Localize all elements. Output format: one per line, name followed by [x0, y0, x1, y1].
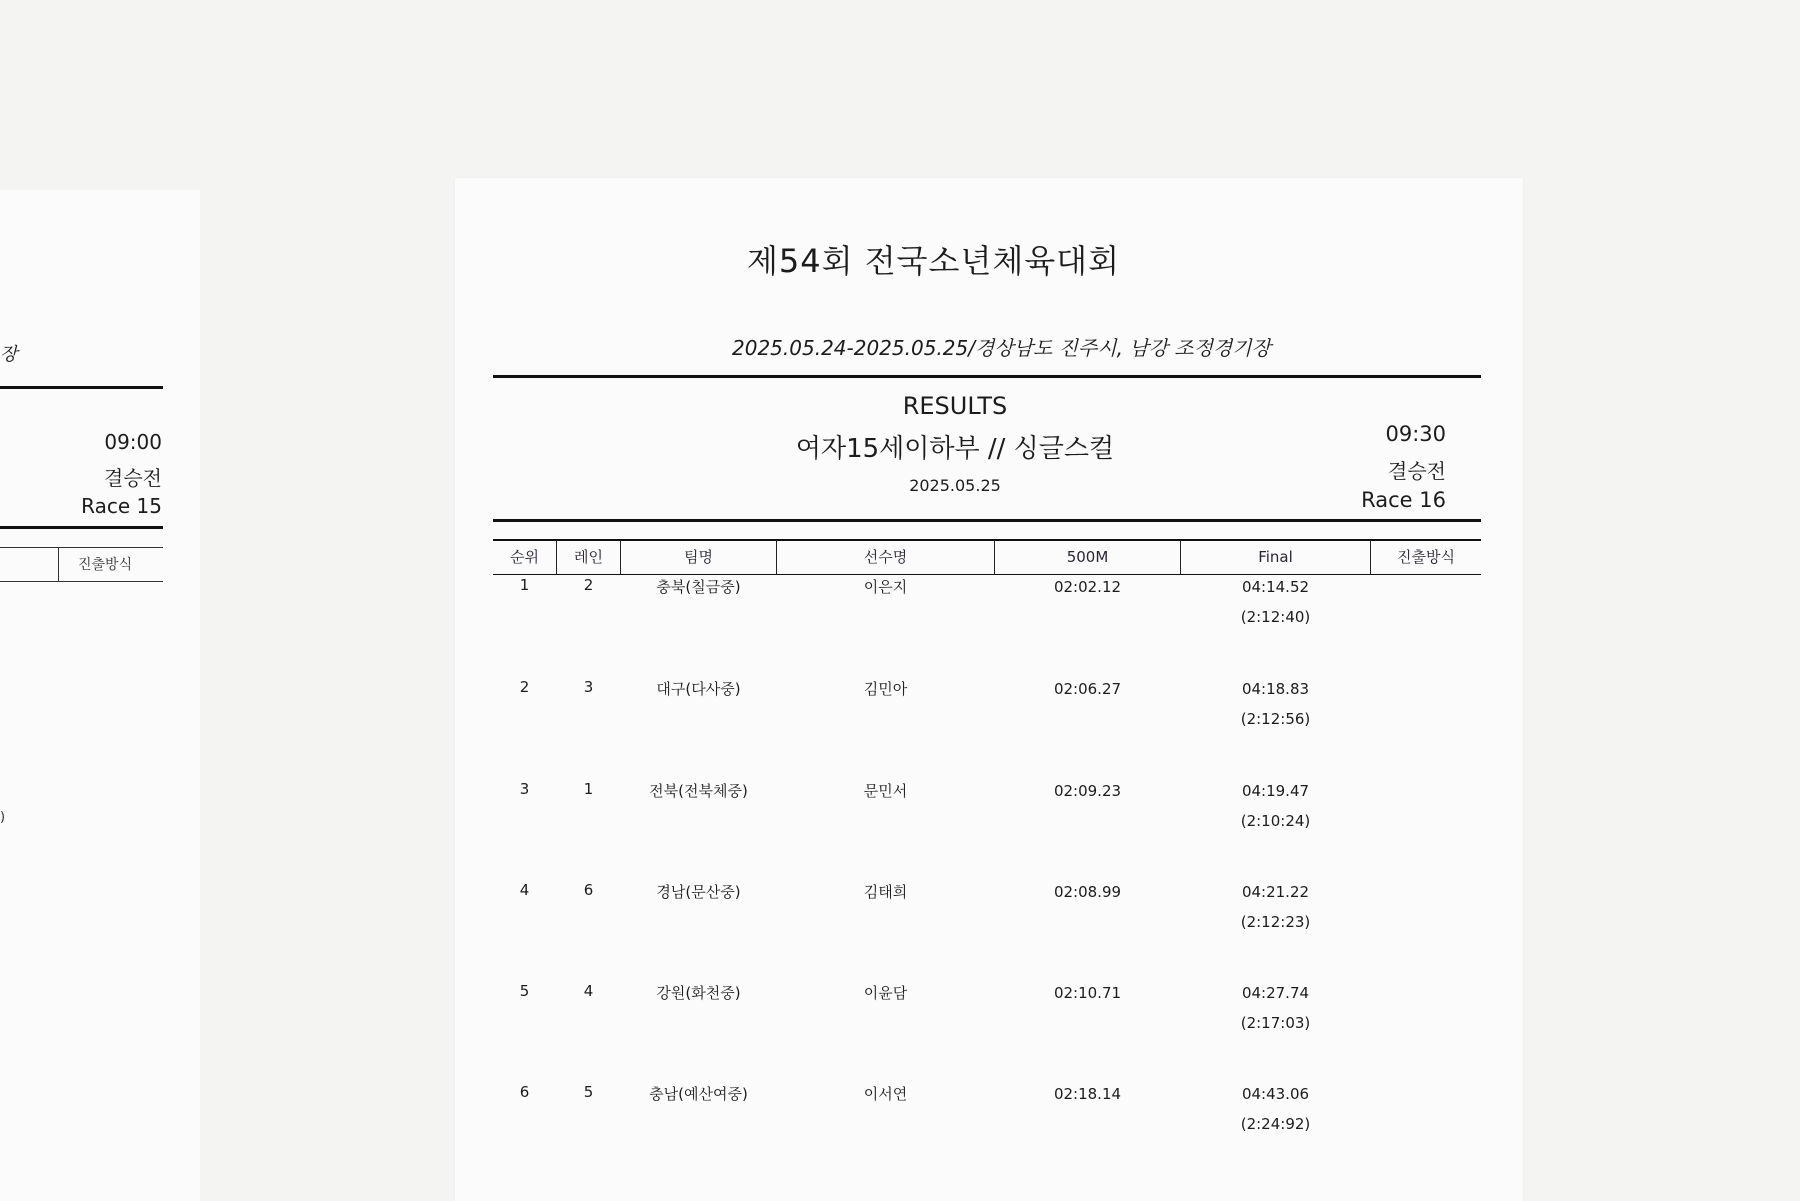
main-result-sheet [455, 178, 1523, 1201]
final-time-cell: 04:43.06 [1241, 1085, 1310, 1103]
left-row-fragment: ) [0, 810, 6, 825]
dates-and-venue: 2025.05.24-2025.05.25/경상남도 진주시, 남강 조정경기장 [732, 336, 1271, 360]
athlete-cell: 김태희 [863, 883, 908, 901]
header-bottom-rule [493, 519, 1481, 522]
left-race-time: 09:00 [104, 430, 162, 454]
left-table-top-line [0, 547, 163, 548]
left-bottom-rule [0, 526, 163, 529]
event-name: 여자15세이하부 // 싱글스컬 [795, 434, 1115, 464]
results-label: RESULTS [902, 392, 1008, 420]
split-500m-cell: 02:09.23 [1053, 782, 1122, 800]
left-race-number: Race 15 [81, 494, 162, 518]
final-subtime-cell: (2:24:92) [1240, 1115, 1311, 1133]
lane-cell: 4 [583, 982, 594, 1000]
lane-cell: 6 [583, 881, 594, 899]
final-subtime-cell: (2:17:03) [1240, 1014, 1311, 1032]
final-time-cell: 04:19.47 [1241, 782, 1310, 800]
header-top-rule [493, 375, 1481, 378]
split-500m-cell: 02:10.71 [1053, 984, 1122, 1002]
race-time: 09:30 [1385, 422, 1446, 446]
team-cell: 강원(화천중) [656, 984, 741, 1002]
final-subtime-cell: (2:12:23) [1240, 913, 1311, 931]
athlete-cell: 이은지 [863, 578, 908, 596]
athlete-cell: 문민서 [863, 782, 908, 800]
left-header-fragment: 장 [0, 344, 18, 365]
lane-cell: 3 [583, 678, 594, 696]
lane-cell: 2 [583, 576, 594, 594]
team-cell: 충남(예산여중) [649, 1085, 748, 1103]
final-time-cell: 04:18.83 [1241, 680, 1310, 698]
header-team: 팀명 [621, 540, 777, 574]
split-500m-cell: 02:06.27 [1053, 680, 1122, 698]
left-race-stage: 결승전 [104, 466, 162, 490]
left-top-rule [0, 386, 163, 389]
split-500m-cell: 02:18.14 [1053, 1085, 1122, 1103]
results-table-header [493, 540, 1481, 575]
header-500m: 500M [995, 540, 1181, 574]
competition-title: 제54회 전국소년체육대회 [747, 242, 1121, 280]
final-subtime-cell: (2:12:40) [1240, 608, 1311, 626]
race-date: 2025.05.25 [909, 476, 1001, 495]
header-progression: 진출방식 [1397, 548, 1455, 566]
header-rank: 순위 [493, 540, 557, 574]
final-time-cell: 04:14.52 [1241, 578, 1310, 596]
final-subtime-cell: (2:10:24) [1240, 812, 1311, 830]
team-cell: 경남(문산중) [656, 883, 741, 901]
final-time-cell: 04:21.22 [1241, 883, 1310, 901]
left-result-sheet [0, 190, 200, 1201]
team-cell: 충북(칠금중) [656, 578, 741, 596]
athlete-cell: 김민아 [863, 680, 908, 698]
team-cell: 전북(전북체중) [649, 782, 748, 800]
left-table-header-line [0, 581, 163, 582]
left-table-divider [58, 547, 59, 581]
lane-cell: 5 [583, 1083, 594, 1101]
rank-cell: 4 [519, 881, 530, 899]
header-lane: 레인 [557, 540, 621, 574]
final-time-cell: 04:27.74 [1241, 984, 1310, 1002]
athlete-cell: 이서연 [863, 1085, 908, 1103]
left-column-header: 진출방식 [78, 557, 133, 573]
rank-cell: 1 [519, 576, 530, 594]
header-final: Final [1181, 540, 1371, 574]
team-cell: 대구(다사중) [656, 680, 741, 698]
split-500m-cell: 02:02.12 [1053, 578, 1122, 596]
header-athlete: 선수명 [777, 540, 995, 574]
rank-cell: 6 [519, 1083, 530, 1101]
rank-cell: 5 [519, 982, 530, 1000]
rank-cell: 3 [519, 780, 530, 798]
lane-cell: 1 [583, 780, 594, 798]
split-500m-cell: 02:08.99 [1053, 883, 1122, 901]
race-number: Race 16 [1361, 488, 1446, 512]
race-stage: 결승전 [1388, 459, 1446, 483]
final-subtime-cell: (2:12:56) [1240, 710, 1311, 728]
athlete-cell: 이윤담 [863, 984, 908, 1002]
rank-cell: 2 [519, 678, 530, 696]
